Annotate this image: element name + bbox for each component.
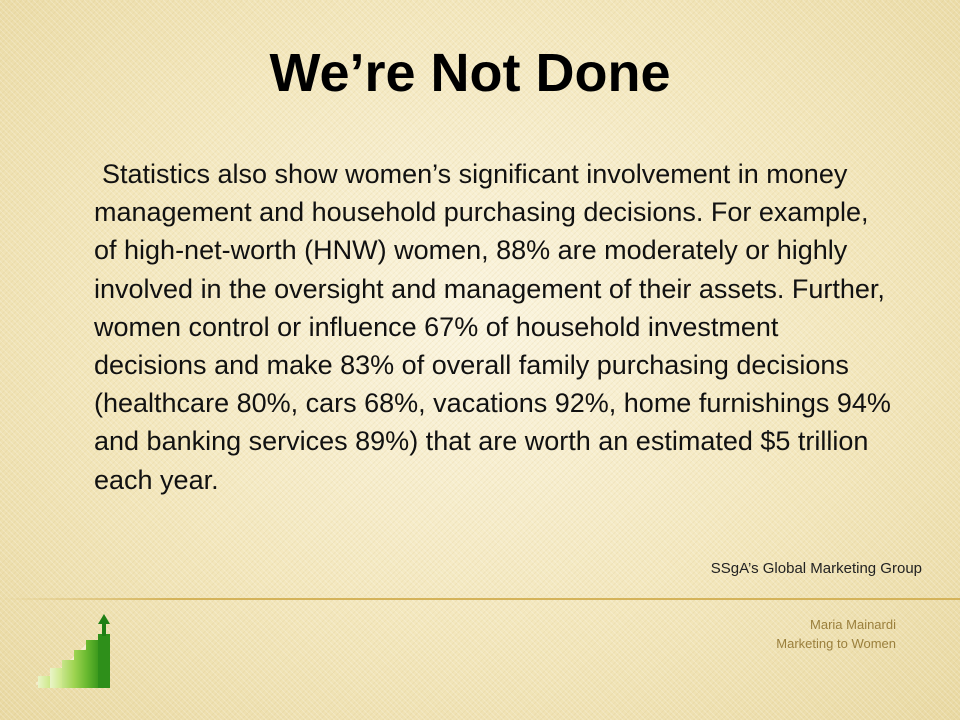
logo-bar	[86, 640, 98, 688]
slide-body-text: Statistics also show women’s significant involvement in money management and household purchasing decisions. For example, of high-net-worth (HNW) women, 88% are moderately or highly involved in the oversight and management of their assets. Further, women control or influence 67% of household investment decisions and make 83% of overall family purchasing decisions (healthcare 80%, cars 68%, vacations 92%, home furnishings 94% and banking services 89%) that are worth an estimated $5 trillion each year.	[94, 159, 891, 495]
slide-title: We’re Not Done	[269, 43, 671, 103]
source-attribution: SSgA’s Global Marketing Group	[710, 560, 922, 577]
logo-bar	[50, 668, 62, 688]
footer-author: Maria Mainardi	[810, 617, 896, 632]
growth-bars-arrow-icon	[32, 612, 122, 692]
logo-bar	[98, 634, 110, 688]
footer-divider	[0, 598, 960, 600]
logo-bar	[38, 676, 50, 688]
footer-subtitle: Marketing to Women	[776, 636, 896, 651]
logo-bar	[74, 650, 86, 688]
logo-bar	[62, 660, 74, 688]
footer-credits	[776, 615, 896, 653]
logo-arrow-shaft	[102, 622, 106, 636]
logo-arrow-head	[98, 614, 110, 624]
